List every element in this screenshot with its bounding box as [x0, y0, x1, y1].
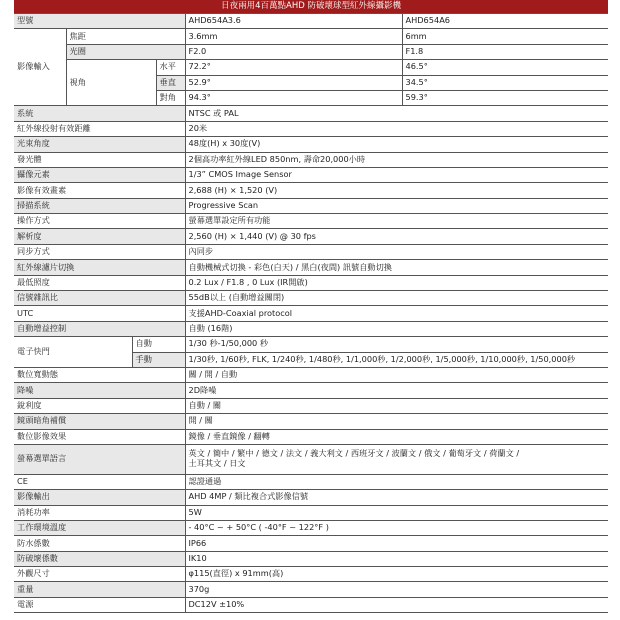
- spec-value: 370g: [185, 582, 608, 597]
- spec-row: [14, 429, 608, 444]
- fov-value-1: 72.2°: [185, 60, 402, 75]
- spec-label: 解析度: [14, 229, 185, 244]
- spec-row: [14, 597, 608, 612]
- spec-row: [14, 152, 608, 167]
- shutter-row-auto: [14, 337, 608, 352]
- model-name-1: AHD654A3.6: [185, 14, 402, 29]
- fov-value-1: 94.3°: [185, 90, 402, 105]
- spec-value: 20米: [185, 121, 608, 136]
- aperture-value-2: F1.8: [402, 44, 608, 59]
- spec-sheet: [14, 0, 608, 613]
- spec-row: [14, 183, 608, 198]
- spec-row: [14, 291, 608, 306]
- shutter-value: 1/30 秒-1/50,000 秒: [185, 337, 608, 352]
- spec-label: 信號雜訊比: [14, 291, 185, 306]
- spec-label: 同步方式: [14, 244, 185, 259]
- model-label: 型號: [14, 14, 185, 29]
- fov-sub-label: 垂直: [156, 75, 185, 90]
- spec-value: 自動 (16階): [185, 321, 608, 336]
- spec-value: 螢幕選單設定所有功能: [185, 214, 608, 229]
- fov-value-2: 34.5°: [402, 75, 608, 90]
- spec-label: 銳利度: [14, 398, 185, 413]
- spec-row: [14, 260, 608, 275]
- spec-row: [14, 582, 608, 597]
- spec-row: [14, 474, 608, 489]
- spec-row: [14, 275, 608, 290]
- spec-value: 0.2 Lux / F1.8 , 0 Lux (IR開啟): [185, 275, 608, 290]
- spec-value: 55dB以上 (自動增益關閉): [185, 291, 608, 306]
- spec-label: 電源: [14, 597, 185, 612]
- spec-row: [14, 214, 608, 229]
- spec-value: 關 / 開 / 自動: [185, 367, 608, 382]
- spec-table: [14, 0, 608, 613]
- spec-label: 系統: [14, 106, 185, 121]
- spec-label: 數位寬動態: [14, 367, 185, 382]
- spec-value: 1/3” CMOS Image Sensor: [185, 167, 608, 182]
- fov-value-2: 46.5°: [402, 60, 608, 75]
- fov-label: 視角: [66, 60, 156, 106]
- spec-label: 防破壞係數: [14, 551, 185, 566]
- spec-row: [14, 244, 608, 259]
- spec-row: [14, 490, 608, 505]
- spec-label: 攝像元素: [14, 167, 185, 182]
- aperture-label: 光圈: [66, 44, 185, 59]
- spec-label: 鏡頭暗角補償: [14, 414, 185, 429]
- osd-language-label: 螢幕選單語言: [14, 444, 185, 474]
- spec-value: 2個高功率紅外線LED 850nm, 壽命20,000小時: [185, 152, 608, 167]
- spec-label: 消耗功率: [14, 505, 185, 520]
- focal-label: 焦距: [66, 29, 185, 44]
- spec-value: 2D降噪: [185, 383, 608, 398]
- fov-sub-label: 水平: [156, 60, 185, 75]
- spec-label: 掃描系統: [14, 198, 185, 213]
- spec-value: DC12V ±10%: [185, 597, 608, 612]
- spec-label: 紅外線投射有效距離: [14, 121, 185, 136]
- spec-row: [14, 505, 608, 520]
- spec-value: - 40°C ~ + 50°C ( -40°F ~ 122°F ): [185, 520, 608, 535]
- spec-value: 2,560 (H) × 1,440 (V) @ 30 fps: [185, 229, 608, 244]
- spec-value: 認證通過: [185, 474, 608, 489]
- model-name-2: AHD654A6: [402, 14, 608, 29]
- spec-value: 5W: [185, 505, 608, 520]
- shutter-label: 電子快門: [14, 337, 132, 368]
- shutter-sub-label: 自動: [132, 337, 185, 352]
- spec-value: 自動 / 關: [185, 398, 608, 413]
- spec-value: 48度(H) x 30度(V): [185, 137, 608, 152]
- spec-row: [14, 121, 608, 136]
- spec-label: 紅外線濾片切換: [14, 260, 185, 275]
- fov-sub-label: 對角: [156, 90, 185, 105]
- focal-row: [14, 29, 608, 44]
- spec-value: 開 / 關: [185, 414, 608, 429]
- spec-row: [14, 306, 608, 321]
- spec-value: 自動機械式切換 - 彩色(白天) / 黑白(夜間) 訊號自動切換: [185, 260, 608, 275]
- spec-row: [14, 137, 608, 152]
- spec-value: 支援AHD-Coaxial protocol: [185, 306, 608, 321]
- spec-label: 影像有效畫素: [14, 183, 185, 198]
- spec-label: 降噪: [14, 383, 185, 398]
- osd-language-row: [14, 444, 608, 474]
- spec-label: CE: [14, 474, 185, 489]
- osd-language-line: 土耳其文 / 日文: [188, 458, 246, 469]
- spec-label: 防水係數: [14, 536, 185, 551]
- spec-value: IK10: [185, 551, 608, 566]
- spec-label: 發光體: [14, 152, 185, 167]
- spec-row: [14, 367, 608, 382]
- spec-label: 重量: [14, 582, 185, 597]
- focal-value-1: 3.6mm: [185, 29, 402, 44]
- fov-value-1: 52.9°: [185, 75, 402, 90]
- spec-label: 光束角度: [14, 137, 185, 152]
- spec-row: [14, 229, 608, 244]
- spec-value: 內同步: [185, 244, 608, 259]
- spec-row: [14, 167, 608, 182]
- spec-value: φ115(直徑) x 91mm(高): [185, 567, 608, 582]
- spec-value: 2,688 (H) × 1,520 (V): [185, 183, 608, 198]
- spec-value: Progressive Scan: [185, 198, 608, 213]
- spec-row: [14, 398, 608, 413]
- aperture-value-1: F2.0: [185, 44, 402, 59]
- spec-label: 外觀尺寸: [14, 567, 185, 582]
- spec-value: NTSC 或 PAL: [185, 106, 608, 121]
- spec-value: AHD 4MP / 類比複合式影像信號: [185, 490, 608, 505]
- spec-row: [14, 520, 608, 535]
- imaging-group-label: 影像輸入: [14, 29, 66, 106]
- spec-label: 最低照度: [14, 275, 185, 290]
- spec-label: UTC: [14, 306, 185, 321]
- spec-row: [14, 106, 608, 121]
- osd-language-value: [185, 444, 608, 474]
- spec-row: [14, 414, 608, 429]
- spec-row: [14, 383, 608, 398]
- spec-label: 自動增益控制: [14, 321, 185, 336]
- aperture-row: [14, 44, 608, 59]
- spec-value: 鏡像 / 垂直鏡像 / 翻轉: [185, 429, 608, 444]
- spec-row: [14, 551, 608, 566]
- title-row: [14, 0, 608, 14]
- spec-row: [14, 321, 608, 336]
- spec-row: [14, 536, 608, 551]
- shutter-value: 1/30秒, 1/60秒, FLK, 1/240秒, 1/480秒, 1/1,000秒, 1/2,000秒, 1/5,000秒, 1/10,000秒, 1/50,000秒: [185, 352, 608, 367]
- spec-label: 影像輸出: [14, 490, 185, 505]
- osd-language-line: 英文 / 簡中 / 繁中 / 德文 / 法文 / 義大利文 / 西班牙文 / 波蘭文 / 俄文 / 葡萄牙文 / 荷蘭文 /: [188, 448, 520, 459]
- model-row: [14, 14, 608, 29]
- spec-row: [14, 567, 608, 582]
- spec-value: IP66: [185, 536, 608, 551]
- spec-label: 數位影像效果: [14, 429, 185, 444]
- focal-value-2: 6mm: [402, 29, 608, 44]
- spec-label: 操作方式: [14, 214, 185, 229]
- fov-row-horizontal: [14, 60, 608, 75]
- spec-row: [14, 198, 608, 213]
- sheet-title: 日夜兩用4百萬點AHD 防破壞球型紅外線攝影機: [14, 0, 608, 14]
- shutter-sub-label: 手動: [132, 352, 185, 367]
- spec-label: 工作環境溫度: [14, 520, 185, 535]
- fov-value-2: 59.3°: [402, 90, 608, 105]
